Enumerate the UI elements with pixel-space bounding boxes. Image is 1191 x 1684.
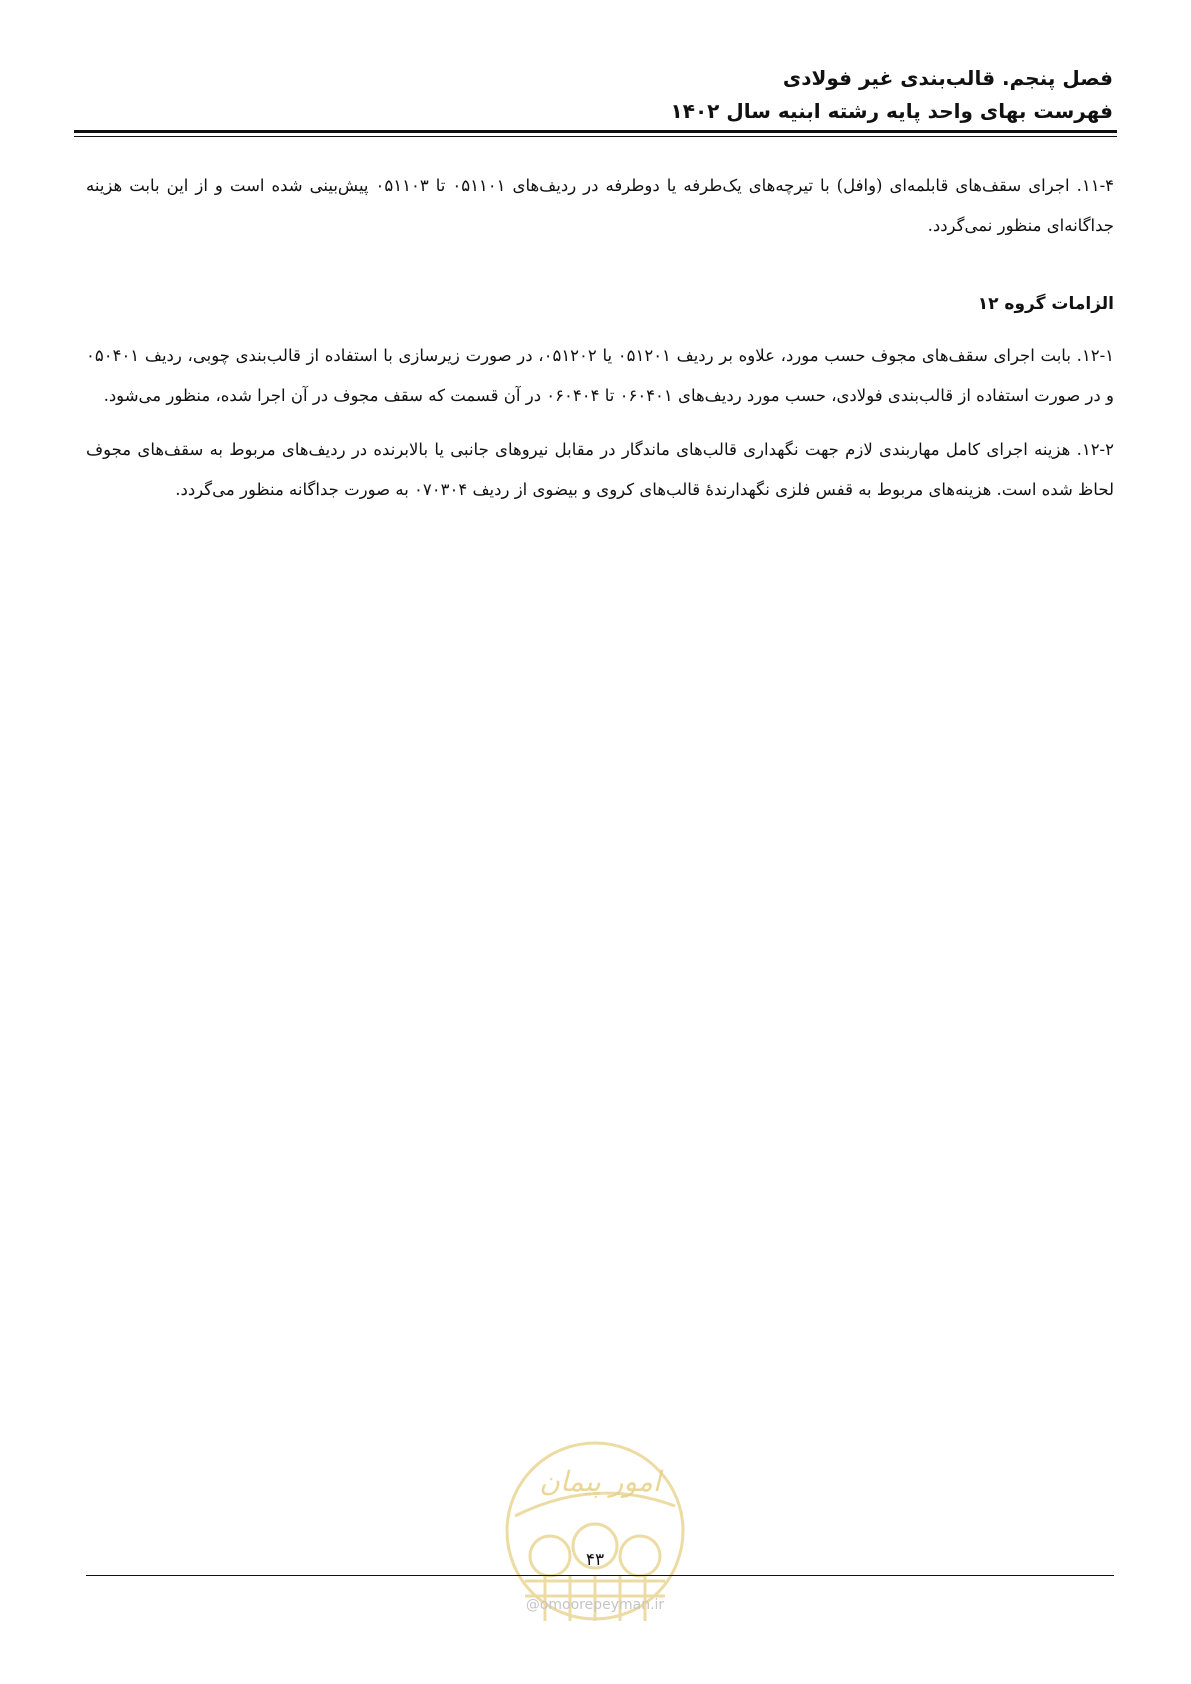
page-number: ۴۳ xyxy=(585,1550,605,1570)
paragraph-11-4: ۱۱-۴. اجرای سقف‌های قابلمه‌ای (وافل) با تیرچه‌های یک‌طرفه یا دوطرفه در ردیف‌های ۰۵۱۱۰۱ تا ۰۵۱۱۰۳ پیش‌بینی شده است و از این بابت هزینه جداگانه‌ای منظور نمی‌گردد. xyxy=(86,176,1115,235)
footer-rule xyxy=(86,1575,1114,1576)
page-header xyxy=(73,62,1113,128)
header-rule-thin xyxy=(74,136,1117,137)
watermark-site-url: @omoorepeyman.ir xyxy=(525,1597,665,1613)
paragraph-12-2: ۱۲-۲. هزینه اجرای کامل مهاربندی لازم جهت نگهداری قالب‌های ماندگار در مقابل نیروهای جانبی یا بالابرنده در ردیف‌های مربوط به سقف‌های مجوف لحاظ شده است. هزینه‌های مربوط به قفس فلزی نگهدارندهٔ قالب‌های کروی و بیضوی از ردیف ۰۷۰۳۰۴ به صورت جداگانه منظور می‌گردد. xyxy=(86,440,1114,499)
header-rule-thick xyxy=(74,130,1117,133)
document-title: فهرست بهای واحد پایه رشته ابنیه سال ۱۴۰۲ xyxy=(670,99,1113,123)
watermark-text: امور پیمان xyxy=(539,1465,661,1498)
section-heading-group-12: الزامات گروه ۱۲ xyxy=(977,294,1114,314)
chapter-title: فصل پنجم. قالب‌بندی غیر فولادی xyxy=(782,66,1113,90)
page-content xyxy=(86,166,1114,524)
paragraph-12-1: ۱۲-۱. بابت اجرای سقف‌های مجوف حسب مورد، علاوه بر ردیف ۰۵۱۲۰۱ یا ۰۵۱۲۰۲، در صورت زیرسازی با استفاده از قالب‌بندی چوبی، ردیف ۰۵۰۴۰۱ و در صورت استفاده از قالب‌بندی فولادی، حسب مورد ردیف‌های ۰۶۰۴۰۱ تا ۰۶۰۴۰۴ در آن قسمت که سقف مجوف در آن اجرا شده، منظور می‌شود. xyxy=(86,346,1115,405)
